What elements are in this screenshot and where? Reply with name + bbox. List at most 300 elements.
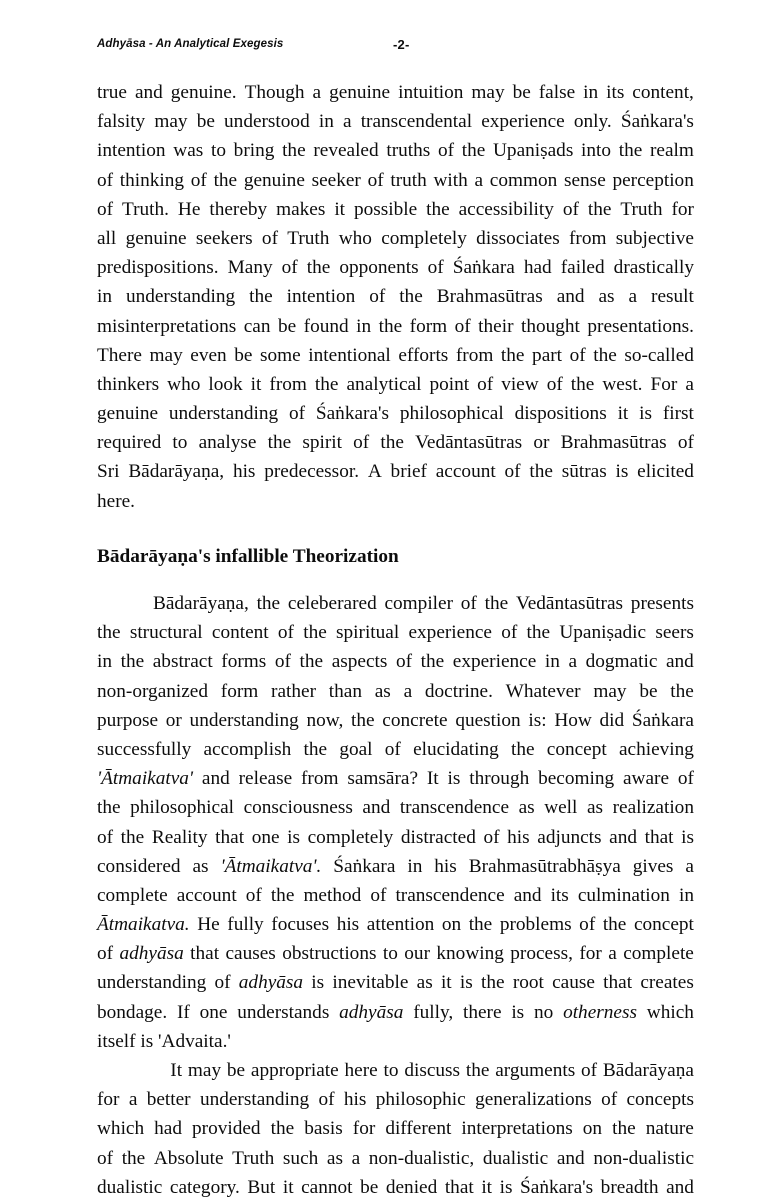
text-word: the (380, 432, 404, 454)
text-word: spiritual (336, 622, 400, 644)
text-word: of (261, 227, 278, 249)
text-word: of (281, 257, 298, 279)
text-word: a (608, 943, 617, 965)
text-word: is (511, 1001, 525, 1023)
text-word: of (214, 972, 231, 994)
text-word: to (210, 140, 226, 162)
text-word: analyse (198, 432, 257, 454)
text-word: for (579, 943, 602, 965)
text-word: of (501, 622, 518, 644)
text-word: had (523, 257, 552, 279)
text-word: structural (129, 622, 203, 644)
text-word: Śaṅkara's (315, 403, 389, 425)
text-word: a (351, 1147, 361, 1169)
text-word: the (426, 198, 450, 220)
text-word: knowing (436, 943, 504, 965)
text-word: Brahmasūtras (436, 286, 543, 308)
text-word: the (399, 286, 423, 308)
text-word: It (426, 768, 439, 790)
text-word: here (344, 1060, 378, 1081)
text-word: culmination (577, 884, 670, 906)
text-word: genuine (125, 227, 187, 249)
text-word: may (149, 344, 183, 366)
text-word: generalizations (475, 1089, 592, 1111)
text-word: the (299, 651, 324, 673)
text-word: failed (560, 257, 605, 279)
text-word: that (444, 1176, 474, 1198)
text-word: view (501, 373, 539, 395)
text-word: the (593, 344, 617, 366)
text-word: of (97, 198, 114, 220)
text-word: the (461, 140, 486, 162)
text-word: of (579, 914, 596, 936)
text-word: understanding (125, 286, 236, 308)
text-word: achieving (618, 738, 694, 760)
text-word: and (513, 884, 542, 906)
text-word: content (211, 622, 269, 644)
text-word: bring (233, 140, 275, 162)
text-word: a (685, 373, 694, 395)
text-word: There (97, 344, 142, 366)
text-word: Truth (287, 227, 330, 249)
text-word: genuine. (170, 82, 237, 103)
text-word: It (170, 1060, 183, 1081)
text-word: there (462, 1001, 502, 1023)
text-word: the (510, 738, 535, 760)
text-line (97, 647, 694, 676)
text-word: and (201, 768, 230, 790)
text-word: falsity (97, 111, 146, 133)
text-word: of (370, 884, 387, 906)
text-word: of (369, 286, 386, 308)
text-word: purpose (97, 709, 159, 731)
text-word: Śaṅkara (452, 257, 515, 279)
text-word: predispositions. (97, 257, 219, 279)
text-word: realm (650, 140, 694, 162)
text-word: adhyāsa (339, 1001, 404, 1023)
text-word: the (282, 140, 306, 162)
text-word: a (128, 1089, 138, 1111)
text-line (97, 939, 694, 968)
text-word: revealed (313, 140, 379, 162)
text-word: genuine (97, 403, 159, 425)
text-word: concrete (382, 709, 448, 731)
text-word: root (512, 972, 544, 994)
text-word: found (303, 315, 349, 337)
text-word: release (238, 768, 293, 790)
text-word: of (318, 1089, 335, 1111)
text-word: interpretations (461, 1118, 573, 1140)
text-word: the (270, 1118, 295, 1140)
text-word: sense (563, 169, 606, 191)
text-word: a (403, 680, 413, 702)
text-word: 'Ātmaikatva' (97, 768, 194, 790)
text-word: inevitable (332, 972, 409, 994)
text-word: as (518, 797, 535, 819)
text-word: the (618, 140, 643, 162)
text-word: non-dualistic (593, 1147, 694, 1169)
text-line (97, 166, 694, 195)
text-word: be (277, 315, 297, 337)
text-word: be (512, 82, 531, 103)
text-word: a (628, 286, 638, 308)
text-line (97, 487, 694, 516)
text-word: content, (632, 82, 694, 103)
text-line (97, 312, 694, 341)
text-word: its (606, 82, 625, 103)
text-line (97, 852, 694, 881)
text-word: completely (307, 826, 394, 848)
text-word: of (581, 1060, 598, 1081)
text-word: on (441, 914, 462, 936)
text-word: forms (221, 651, 267, 673)
text-word: to (382, 943, 398, 965)
text-word: opponents (339, 257, 419, 279)
text-word: of (677, 432, 694, 454)
text-word: the (306, 257, 331, 279)
header-title: Adhyāsa - An Analytical Exegesis (97, 38, 284, 50)
text-word: understands (237, 1001, 330, 1023)
text-word: even (190, 344, 227, 366)
text-word: a (685, 855, 694, 877)
text-word: question (455, 709, 521, 731)
text-word: perception (612, 169, 694, 191)
text-word: the (97, 797, 121, 819)
text-word: and (609, 826, 637, 848)
text-word: his (343, 1089, 367, 1111)
text-word: becoming (538, 768, 615, 790)
text-word: false (538, 82, 576, 103)
text-word: of (245, 884, 262, 906)
text-word: as (586, 797, 604, 819)
text-word: be (226, 1060, 246, 1081)
text-word: experience (408, 622, 492, 644)
text-word: first (662, 403, 694, 425)
text-word: the (529, 461, 553, 483)
text-word: makes (276, 198, 326, 220)
text-word: the (314, 373, 339, 395)
text-word: successfully (97, 738, 192, 760)
text-word: concept (633, 914, 694, 936)
text-word: understanding (168, 403, 279, 425)
text-word: one (199, 1001, 228, 1023)
text-word: consciousness (243, 797, 353, 819)
text-word: Śaṅkara's (520, 1176, 594, 1198)
text-word: Truth (232, 1147, 275, 1169)
text-word: the (570, 373, 595, 395)
text-word: for (671, 198, 694, 220)
text-word: of (384, 738, 401, 760)
text-word: category. (169, 1176, 240, 1198)
text-word: Reality (151, 826, 208, 848)
text-word: aware (623, 768, 670, 790)
text-word: Brahmasūtrabhāṣya (468, 855, 621, 877)
text-word: in (407, 855, 423, 877)
text-word: cannot (301, 1176, 353, 1198)
text-word: different (385, 1118, 452, 1140)
text-word: dissociates (476, 227, 560, 249)
page-number: -2- (393, 37, 410, 52)
text-word: fully (227, 914, 264, 936)
text-word: of (190, 169, 207, 191)
text-word: in (356, 315, 372, 337)
text-word: account (176, 884, 237, 906)
text-word: completely (381, 227, 467, 249)
text-word: arguments (495, 1060, 576, 1081)
text-line (97, 589, 694, 618)
text-word: the (256, 593, 281, 614)
text-word: is (459, 972, 473, 994)
text-word: drastically (613, 257, 694, 279)
text-line (97, 968, 694, 997)
text-word: focuses (271, 914, 330, 936)
text-word: intention (97, 140, 166, 162)
text-word: for (352, 1118, 376, 1140)
text-line (97, 823, 694, 852)
text-word: considered (97, 855, 181, 877)
text-word: in (679, 884, 694, 906)
text-word: If (176, 1001, 190, 1023)
text-word: be (639, 680, 658, 702)
text-word: But (247, 1176, 276, 1198)
text-word: be (234, 344, 253, 366)
text-word: Śaṅkara's (620, 111, 694, 133)
text-word: the (670, 680, 694, 702)
text-word: is (615, 461, 629, 483)
text-word: from (301, 768, 339, 790)
text-word: intentional (308, 344, 391, 366)
text-word: complete (623, 943, 694, 965)
text-word: He (197, 914, 220, 936)
text-word: a (312, 82, 322, 103)
text-word: analytical (346, 373, 422, 395)
text-word: truth (390, 169, 427, 191)
text-word: form (220, 680, 259, 702)
text-word: breadth (600, 1176, 659, 1198)
text-word: better (146, 1089, 191, 1111)
text-word: of (677, 768, 694, 790)
text-word: the (303, 622, 327, 644)
text-word: result (651, 286, 694, 308)
text-word: predecessor. (264, 461, 360, 483)
text-line (97, 677, 694, 706)
text-word: of (569, 344, 586, 366)
text-word: understanding (189, 709, 299, 731)
text-word: elicited (637, 461, 694, 483)
text-line (97, 136, 694, 165)
text-word: Though (244, 82, 305, 103)
text-word: may (187, 1060, 222, 1081)
text-word: his (507, 826, 530, 848)
text-word: as (326, 1147, 343, 1169)
text-word: He (177, 198, 201, 220)
text-word: celeberared (287, 593, 377, 614)
text-line (97, 341, 694, 370)
text-word: the (612, 1118, 636, 1140)
text-word: Truth. (122, 198, 169, 220)
text-line (97, 1027, 694, 1056)
text-word: distracted (400, 826, 476, 848)
text-word: well (544, 797, 578, 819)
text-word: it (440, 972, 452, 994)
text-word: was (173, 140, 204, 162)
text-word: dualistic (97, 1176, 163, 1198)
text-word: experience (481, 111, 565, 133)
text-line (97, 1056, 694, 1085)
text-word: the (270, 884, 295, 906)
text-word: of (97, 169, 114, 191)
text-word: compiler (384, 593, 454, 614)
text-word: Whatever (505, 680, 581, 702)
text-word: Vedāntasūtras (415, 432, 523, 454)
text-word: the (602, 914, 627, 936)
text-word: of (562, 198, 579, 220)
text-word: accomplish (203, 738, 292, 760)
text-word: that (215, 826, 245, 848)
text-word: through (469, 768, 530, 790)
text-word: seers (655, 622, 694, 644)
text-word: dogmatic (585, 651, 658, 673)
text-word: understood (224, 111, 310, 133)
text-word: seeker (311, 169, 361, 191)
text-line (97, 253, 694, 282)
text-word: on (582, 1118, 603, 1140)
text-word: thereby (209, 198, 268, 220)
text-word: of (477, 373, 494, 395)
text-word: who (167, 373, 201, 395)
text-line (97, 195, 694, 224)
text-line (97, 881, 694, 910)
text-word: transcendental (360, 111, 473, 133)
text-word: transcendence (395, 884, 505, 906)
text-word: a (568, 651, 578, 673)
text-word: presents (630, 593, 694, 614)
text-word: than (328, 680, 362, 702)
text-word: fully, (413, 1001, 454, 1023)
text-word: his (336, 914, 360, 936)
text-line (97, 1114, 694, 1143)
text-word: it (282, 1176, 294, 1198)
text-word: non-dualistic, (368, 1147, 475, 1169)
heading-spacer-bottom (97, 571, 694, 589)
text-word: of (546, 373, 563, 395)
text-word: it (617, 403, 629, 425)
text-word: the (249, 286, 273, 308)
text-word: in (97, 286, 112, 308)
text-word: common (489, 169, 558, 191)
text-word: be (360, 1176, 379, 1198)
text-word: genuine (243, 169, 305, 191)
text-word: as (416, 972, 433, 994)
text-word: may (154, 111, 188, 133)
text-word: and (362, 797, 391, 819)
text-word: elucidating (413, 738, 499, 760)
text-word: from (569, 227, 607, 249)
text-line (97, 107, 694, 136)
text-word: Bādarāyaṇa, (152, 593, 249, 614)
text-word: look (208, 373, 243, 395)
text-word: its (550, 884, 569, 906)
text-word: the (267, 432, 292, 454)
text-line (97, 1144, 694, 1173)
text-word: of (97, 943, 114, 965)
section-heading: Bādarāyaṇa's infallible Theorization (97, 545, 399, 567)
text-word: the (587, 198, 612, 220)
text-word: a (343, 111, 352, 133)
text-word: presentations. (587, 315, 694, 337)
text-word: point (429, 373, 470, 395)
text-word: in (318, 111, 334, 133)
text-word: truths (386, 140, 431, 162)
text-word: Brahmasūtras (560, 432, 667, 454)
text-word: of (367, 169, 384, 191)
text-word: For (650, 373, 678, 395)
text-word: thinking (119, 169, 185, 191)
text-line (97, 998, 694, 1027)
running-header (97, 38, 694, 56)
text-line (97, 282, 694, 311)
text-word: dualistic (482, 1147, 549, 1169)
text-word: is (311, 972, 325, 994)
text-word: cause (552, 972, 595, 994)
text-word: non-organized (97, 680, 209, 702)
text-word: Ātmaikatva. (97, 914, 190, 936)
text-word: of (353, 432, 370, 454)
document-body (97, 78, 694, 1202)
text-word: as (598, 286, 615, 308)
text-line (97, 618, 694, 647)
heading-spacer-top (97, 516, 694, 542)
text-word: the (484, 593, 509, 614)
text-word: had (154, 1118, 182, 1140)
text-word: the (351, 709, 375, 731)
text-word: thought (521, 315, 580, 337)
text-word: that (603, 972, 633, 994)
text-word: abstract (152, 651, 213, 673)
text-word: no (533, 1001, 554, 1023)
text-word: so-called (624, 344, 694, 366)
text-word: obstructions (282, 943, 377, 965)
text-word: and (134, 82, 163, 103)
text-word: some (260, 344, 301, 366)
text-word: the (97, 622, 121, 644)
text-word: his (434, 855, 457, 877)
text-word: is (447, 768, 461, 790)
text-word: attention (366, 914, 435, 936)
text-word: A (367, 461, 382, 483)
text-word: is (681, 826, 694, 848)
text-word: goal (339, 738, 373, 760)
text-line (97, 428, 694, 457)
text-word: account (435, 461, 496, 483)
text-word: concept (546, 738, 607, 760)
text-word: bondage. (97, 1001, 168, 1023)
text-word: west. (602, 373, 643, 395)
text-word: in (544, 651, 560, 673)
text-word: philosophical (399, 403, 504, 425)
text-word: adhyāsa (238, 972, 304, 994)
text-word: creates (640, 972, 694, 994)
text-word: such (282, 1147, 319, 1169)
text-word: Bādarāyaṇa (602, 1060, 694, 1081)
text-word: misinterpretations (97, 315, 237, 337)
text-word: only. (573, 111, 612, 133)
text-word: the (303, 738, 328, 760)
text-word: rather (271, 680, 316, 702)
text-word: of (97, 1147, 114, 1169)
text-word: itself is 'Advaita.' (97, 1030, 231, 1052)
text-word: a (474, 169, 484, 191)
